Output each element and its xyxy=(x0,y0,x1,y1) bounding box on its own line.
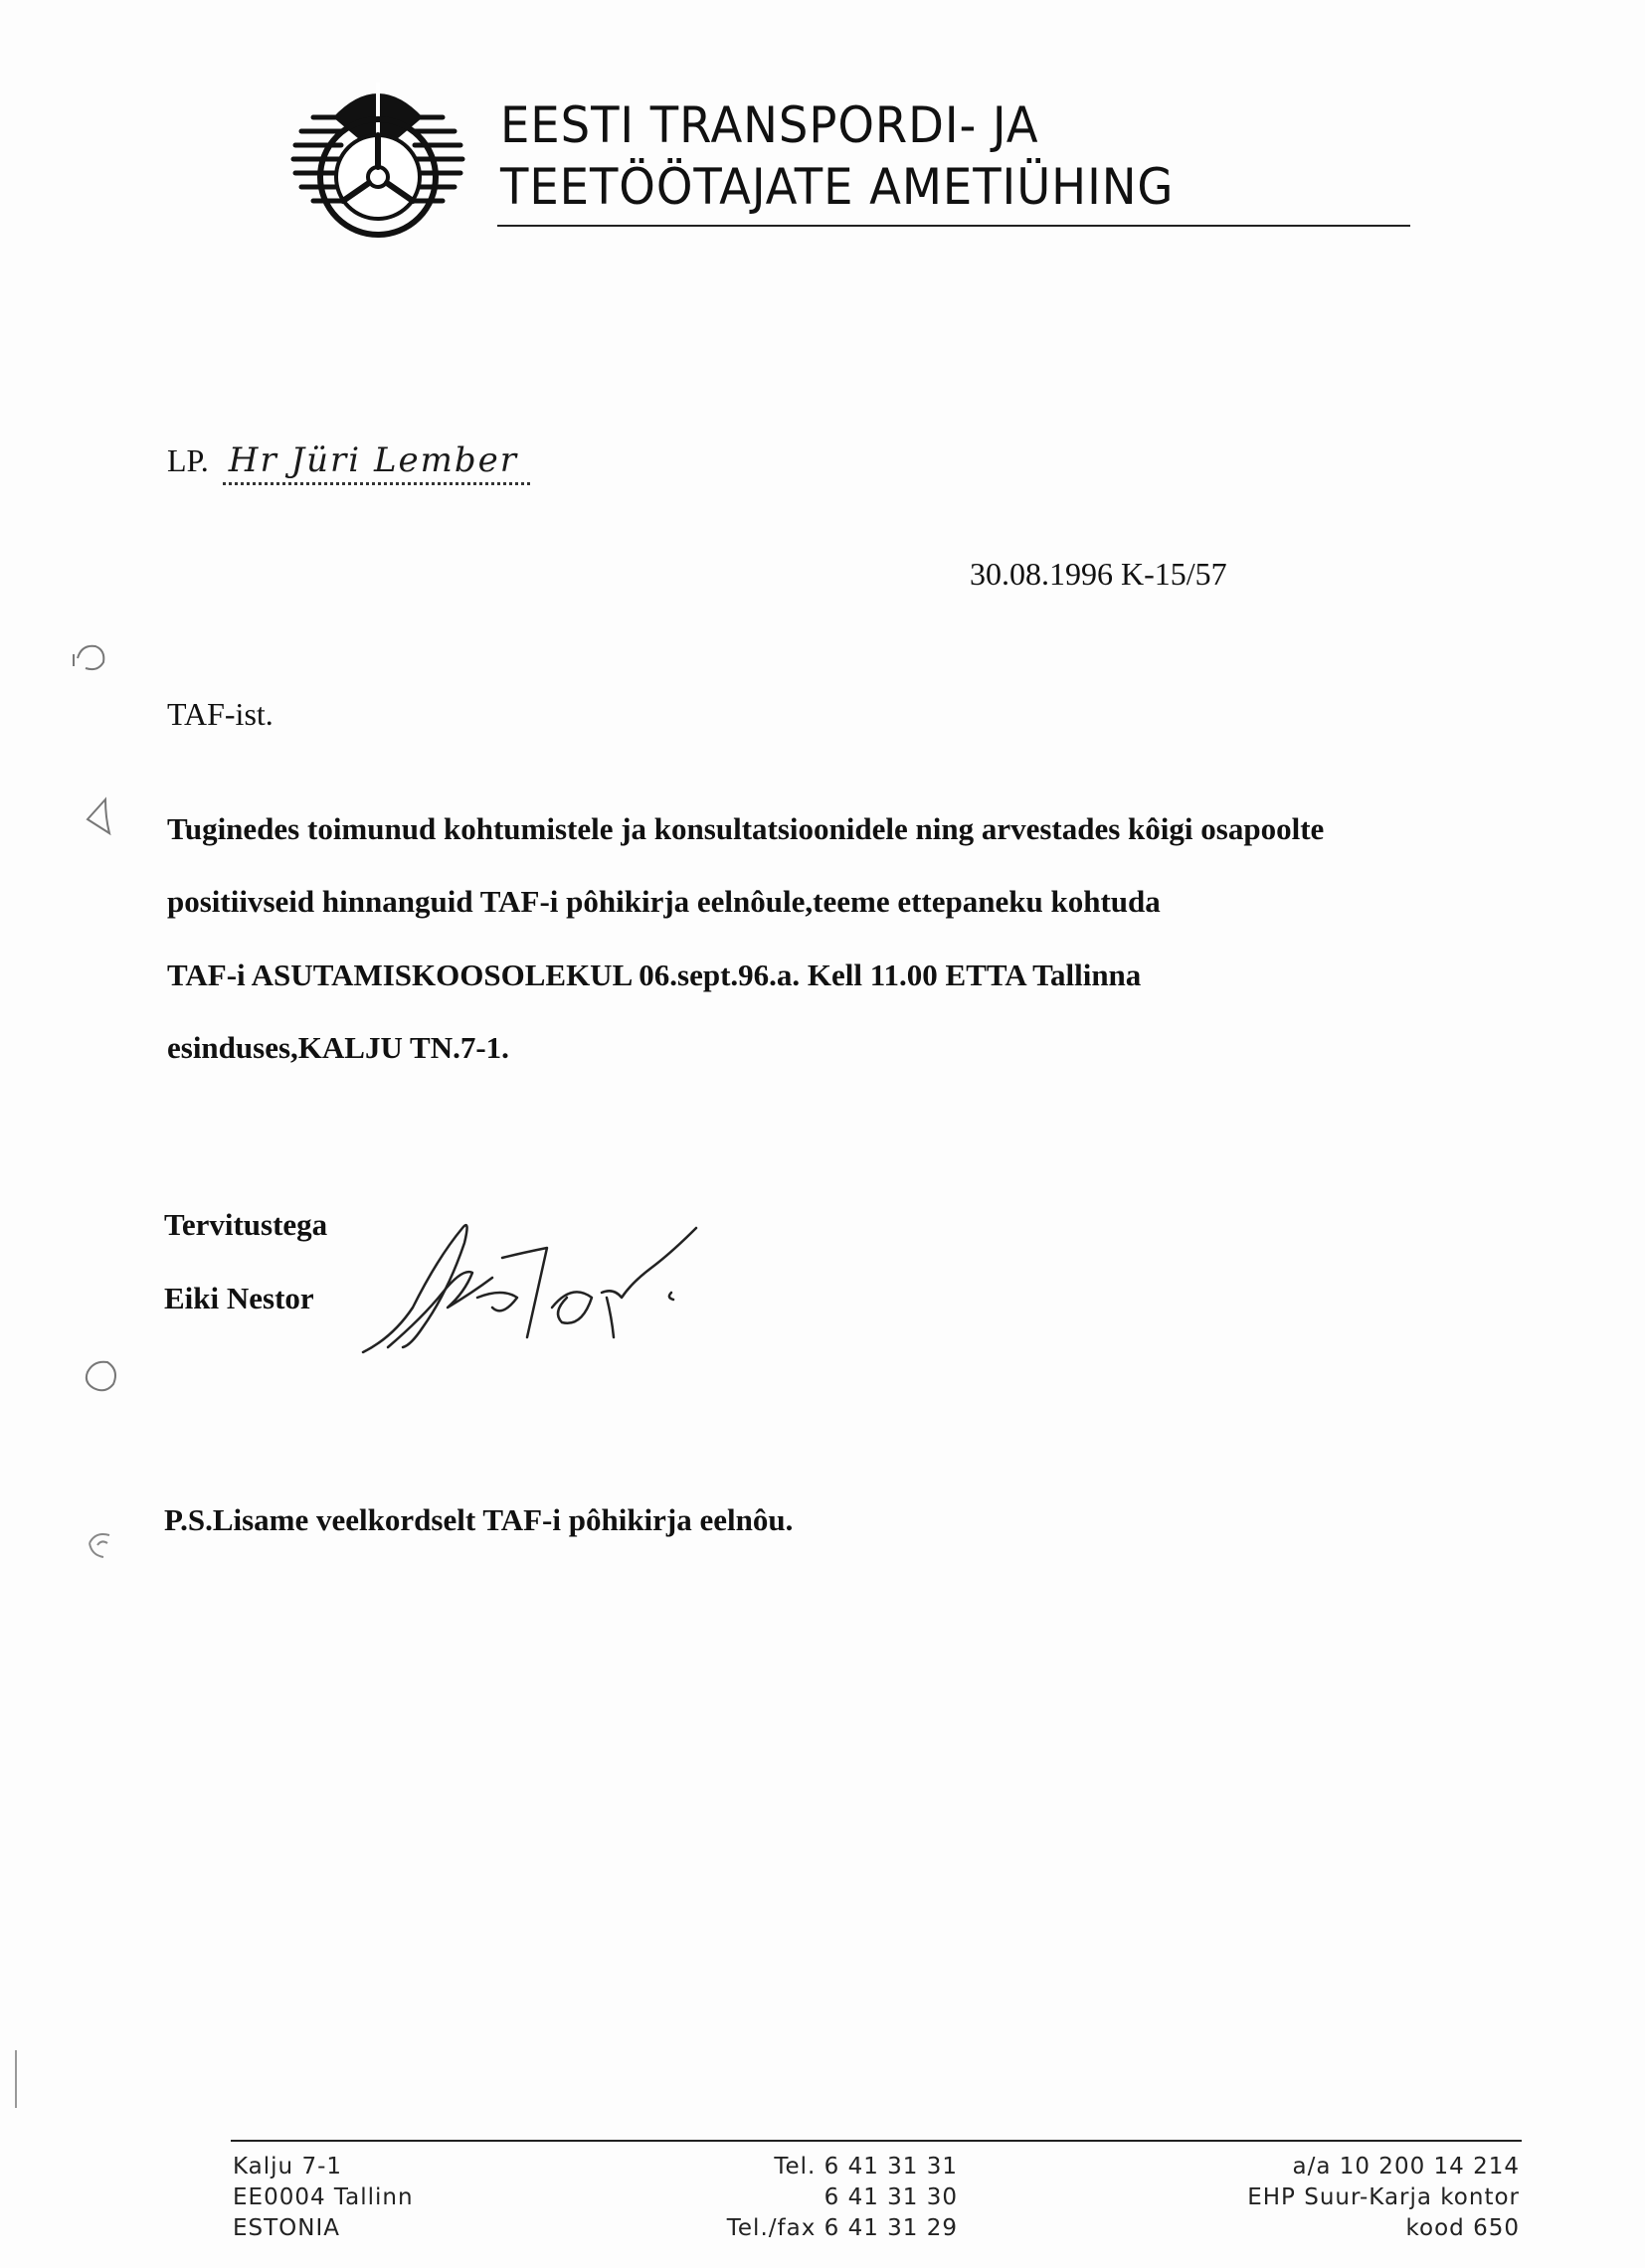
recipient-handwritten: Hr Jüri Lember xyxy=(223,440,530,485)
salutation-prefix: LP. xyxy=(167,442,209,478)
footer-phone-line: Tel./fax 6 41 31 29 xyxy=(726,2215,958,2241)
punch-hole-mark-icon xyxy=(80,795,123,839)
date-reference: 30.08.1996 K-15/57 xyxy=(970,556,1227,592)
footer-address xyxy=(233,2152,414,2244)
footer-bank-line: EHP Suur-Karja kontor xyxy=(1247,2184,1520,2210)
paragraph-line: Tuginedes toimunud kohtumistele ja konsultatsioonidele ning arvestades kôigi osapoolte xyxy=(167,811,1325,846)
signer-name: Eiki Nestor xyxy=(164,1281,314,1315)
footer-bank-line: kood 650 xyxy=(1405,2215,1520,2241)
signature-image xyxy=(353,1198,721,1367)
footer-bank-line: a/a 10 200 14 214 xyxy=(1292,2154,1520,2180)
footer-rule xyxy=(231,2140,1522,2142)
salutation-line xyxy=(167,441,530,479)
organization-name xyxy=(500,94,1174,218)
footer-bank xyxy=(1144,2152,1520,2244)
from-line: TAF-ist. xyxy=(167,696,274,732)
paragraph-line: positiivseid hinnanguid TAF-i pôhikirja eelnôule,teeme ettepaneku kohtuda xyxy=(167,884,1161,919)
punch-hole-mark-icon xyxy=(80,1523,123,1567)
punch-hole-mark-icon xyxy=(72,636,115,680)
steering-wheel-logo-icon xyxy=(274,78,482,247)
org-name-line-1: EESTI TRANSPORDI- JA xyxy=(500,96,1039,154)
footer-address-line: ESTONIA xyxy=(233,2215,341,2241)
org-name-line-2: TEETÖÖTAJATE AMETIÜHING xyxy=(500,158,1175,216)
footer-phone-line: Tel. 6 41 31 31 xyxy=(774,2154,958,2180)
footer-address-line: EE0004 Tallinn xyxy=(233,2184,414,2210)
footer-phones xyxy=(701,2152,958,2244)
paragraph-line: TAF-i ASUTAMISKOOSOLEKUL 06.sept.96.a. Kell 11.00 ETTA Tallinna xyxy=(167,958,1142,992)
scan-edge-mark-icon xyxy=(6,2048,26,2128)
footer-phone-line: 6 41 31 30 xyxy=(823,2184,958,2210)
postscript: P.S.Lisame veelkordselt TAF-i pôhikirja eelnôu. xyxy=(164,1502,794,1537)
paragraph-line: esinduses,KALJU TN.7-1. xyxy=(167,1030,509,1065)
punch-hole-mark-icon xyxy=(80,1354,123,1398)
letterhead-rule xyxy=(497,225,1410,227)
closing-greeting: Tervitustega xyxy=(164,1207,328,1242)
footer-address-line: Kalju 7-1 xyxy=(233,2154,343,2180)
